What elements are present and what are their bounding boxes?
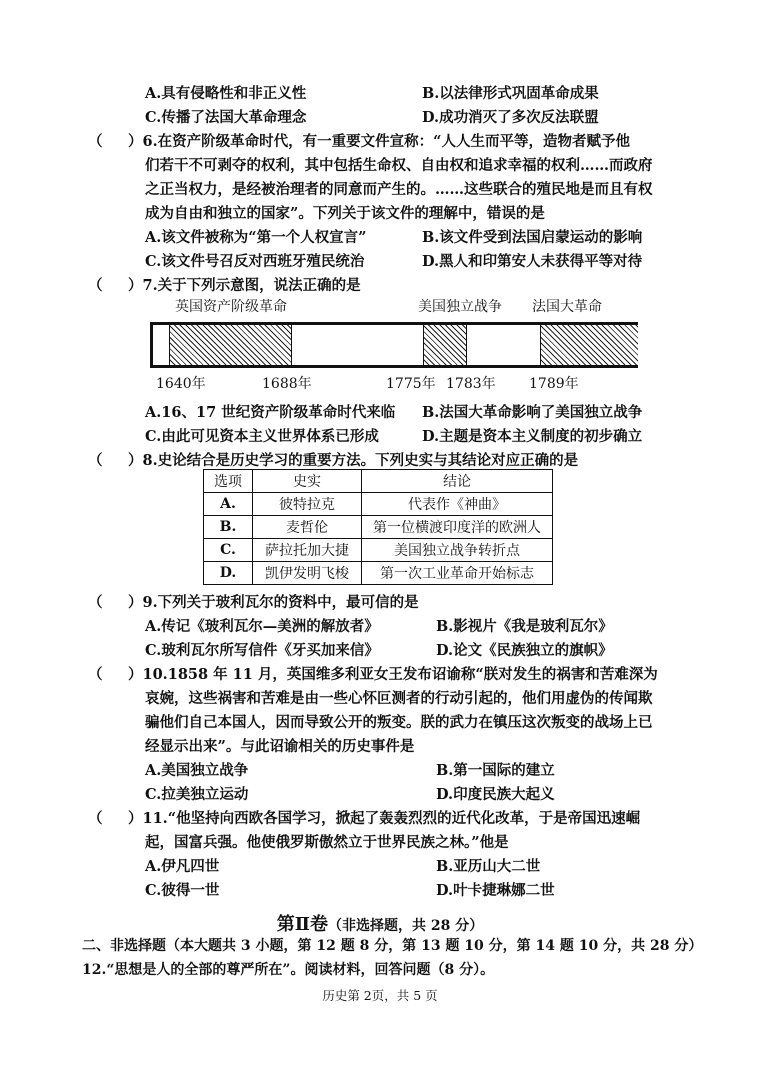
q9-option-b: B.影视片《我是玻利瓦尔》: [436, 618, 613, 635]
q6-stem-1: ）6.在资产阶级革命时代，有一重要文件宣称：“人人生而平等，造物者赋予他: [128, 133, 630, 150]
table-cell-conclusion: 第一次工业革命开始标志: [362, 562, 553, 585]
q6-option-b: B.该文件受到法国启蒙运动的影响: [422, 229, 643, 246]
q6-option-d: D.黑人和印第安人未获得平等对待: [422, 253, 643, 270]
q10-option-a: A.美国独立战争: [145, 762, 249, 779]
timeline-year-1640: 1640年: [156, 376, 206, 392]
q6-stem-3: 之正当权力，是经被治理者的同意而产生的。……这些联合的殖民地是而且有权: [145, 181, 653, 198]
q5-option-a: A.具有侵略性和非正义性: [145, 85, 307, 102]
table-header-conclusion: 结论: [362, 470, 553, 493]
part2-subheading: （非选择题，共 28 分）: [327, 918, 484, 934]
q7-stem: ）7.关于下列示意图，说法正确的是: [128, 277, 361, 294]
timeline-year-1688: 1688年: [262, 376, 312, 392]
part2-heading: 第Ⅱ卷: [276, 914, 328, 935]
q11-answer-bracket: （: [88, 810, 103, 827]
q5-option-c: C.传播了法国大革命理念: [145, 109, 307, 126]
timeline-segment-french: [540, 325, 638, 365]
timeline-segment-american: [423, 325, 467, 365]
table-header-option: 选项: [204, 470, 253, 493]
table-cell-option: B.: [204, 516, 253, 539]
timeline-year-1783: 1783年: [446, 376, 496, 392]
q10-stem-2: 哀婉，这些祸害和苦难是由一些心怀叵测者的行动引起的，他们用虚伪的传闻欺: [145, 690, 653, 707]
q6-option-a: A.该文件被称为“第一个人权宣言”: [145, 229, 367, 246]
table-cell-fact: 麦哲伦: [253, 516, 362, 539]
table-row: [204, 562, 553, 585]
q11-stem-2: 起，国富兵强。他使俄罗斯傲然立于世界民族之林。”他是: [145, 834, 509, 851]
q10-option-d: D.印度民族大起义: [436, 786, 555, 803]
q5-option-b: B.以法律形式巩固革命成果: [422, 85, 599, 102]
q9-option-c: C.玻利瓦尔所写信件《牙买加来信》: [145, 642, 379, 659]
part2-intro: 二、非选择题（本大题共 3 小题，第 12 题 8 分，第 13 题 10 分，第 14 题 10 分，共 28 分）: [82, 938, 703, 954]
table-cell-option: C.: [204, 539, 253, 562]
q6-answer-bracket: （: [88, 133, 103, 150]
q11-stem-1: ）11.“他坚持向西欧各国学习，掀起了轰轰烈烈的近代化改革，于是帝国迅速崛: [128, 810, 641, 827]
q6-stem-4: 成为自由和独立的国家”。下列关于该文件的理解中，错误的是: [145, 205, 545, 222]
table-header-row: [204, 470, 553, 493]
table-cell-option: A.: [204, 493, 253, 516]
timeline-label-english-revolution: 英国资产阶级革命: [175, 299, 287, 315]
q7-option-b: B.法国大革命影响了美国独立战争: [422, 404, 643, 421]
table-row: [204, 539, 553, 562]
q9-answer-bracket: （: [88, 594, 103, 611]
q8-stem: ）8.史论结合是历史学习的重要方法。下列史实与其结论对应正确的是: [128, 452, 579, 469]
q8-table: [203, 469, 553, 585]
timeline-year-1789: 1789年: [529, 376, 579, 392]
timeline-segment-english: [169, 325, 292, 365]
q12-stem: 12.“思想是人的全部的尊严所在”。阅读材料，回答问题（8 分）。: [82, 962, 495, 978]
q10-stem-4: 经显示出来”。与此诏谕相关的历史事件是: [145, 738, 415, 755]
q10-stem-3: 骗他们自己本国人，因而导致公开的叛变。朕的武力在镇压这次叛变的战场上已: [145, 714, 653, 731]
q10-option-c: C.拉美独立运动: [145, 786, 249, 803]
q11-option-c: C.彼得一世: [145, 882, 220, 899]
timeline-label-french-revolution: 法国大革命: [532, 299, 602, 315]
q5-option-d: D.成功消灭了多次反法联盟: [422, 109, 599, 126]
q10-option-b: B.第一国际的建立: [436, 762, 555, 779]
q8-answer-bracket: （: [88, 452, 103, 469]
q7-option-d: D.主题是资本主义制度的初步确立: [422, 428, 643, 445]
q9-stem: ）9.下列关于玻利瓦尔的资料中，最可信的是: [128, 594, 419, 611]
table-cell-fact: 萨拉托加大捷: [253, 539, 362, 562]
table-cell-option: D.: [204, 562, 253, 585]
q11-option-a: A.伊凡四世: [145, 858, 220, 875]
timeline-year-1775: 1775年: [386, 376, 436, 392]
table-cell-conclusion: 第一位横渡印度洋的欧洲人: [362, 516, 553, 539]
q10-answer-bracket: （: [88, 666, 103, 683]
q7-option-a: A.16、17 世纪资产阶级革命时代来临: [145, 404, 396, 421]
table-cell-fact: 彼特拉克: [253, 493, 362, 516]
part2-title: [0, 910, 760, 936]
q9-option-d: D.论文《民族独立的旗帜》: [436, 642, 613, 659]
table-header-fact: 史实: [253, 470, 362, 493]
q9-option-a: A.传记《玻利瓦尔—美洲的解放者》: [145, 618, 379, 635]
timeline-bar: [150, 322, 638, 368]
q6-stem-2: 们若干不可剥夺的权利，其中包括生命权、自由权和追求幸福的权利……而政府: [145, 157, 653, 174]
q10-stem-1: ）10.1858 年 11 月，英国维多利亚女王发布诏谕称“朕对发生的祸害和苦难深为: [128, 666, 658, 683]
table-cell-conclusion: 美国独立战争转折点: [362, 539, 553, 562]
q11-option-d: D.叶卡捷琳娜二世: [436, 882, 555, 899]
table-cell-fact: 凯伊发明飞梭: [253, 562, 362, 585]
q11-option-b: B.亚历山大二世: [436, 858, 541, 875]
table-cell-conclusion: 代表作《神曲》: [362, 493, 553, 516]
table-row: [204, 493, 553, 516]
timeline-label-american-war: 美国独立战争: [418, 299, 502, 315]
page-footer: 历史第 2页，共 5 页: [322, 988, 438, 1003]
q6-option-c: C.该文件号召反对西班牙殖民统治: [145, 253, 365, 270]
q7-answer-bracket: （: [88, 277, 103, 294]
table-row: [204, 516, 553, 539]
q7-option-c: C.由此可见资本主义世界体系已形成: [145, 428, 379, 445]
